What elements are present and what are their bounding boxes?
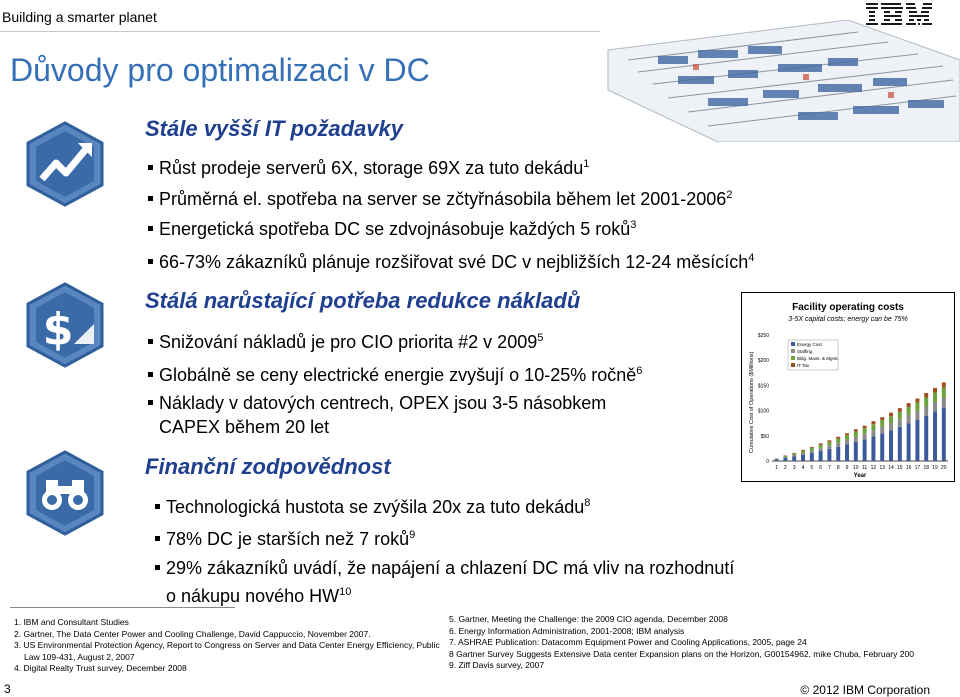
y-tick-label: $50 xyxy=(760,433,769,440)
bar-segment xyxy=(854,432,858,437)
bar-segment xyxy=(845,444,849,461)
footnote: 6. Energy Information Administration, 2001-2008; IBM analysis xyxy=(449,625,685,636)
section-heading-cost-reduction: Stálá narůstající potřeba redukce nákladů xyxy=(145,288,581,313)
x-tick-label: 5 xyxy=(810,465,814,471)
legend-entry: Energy Cost xyxy=(797,342,822,347)
bar-segment xyxy=(863,428,867,434)
trend-up-icon xyxy=(22,121,108,207)
bar-segment xyxy=(898,419,902,427)
bar-segment xyxy=(783,457,787,458)
legend-swatch xyxy=(791,342,795,346)
bar-segment xyxy=(907,403,911,407)
bar-segment xyxy=(880,433,884,461)
bar-segment xyxy=(889,423,893,430)
chart-xlabel: Year xyxy=(853,473,867,479)
bar-segment xyxy=(827,440,831,442)
legend-swatch xyxy=(791,363,795,367)
legend-swatch xyxy=(791,356,795,360)
bar-segment xyxy=(889,416,893,423)
bar-segment xyxy=(775,459,779,461)
bullet-item: Snižování nákladů je pro CIO priorita #2 v 2009$^5$ xyxy=(148,327,543,353)
bar-segment xyxy=(880,420,884,427)
bullet-item: 78% DC je starších než 7 roků$^9$ xyxy=(155,524,415,550)
footnote: 4. Digital Realty Trust survey, December 2008 xyxy=(14,663,187,673)
bar-segment xyxy=(792,453,796,454)
legend-entry: Staffing xyxy=(797,349,813,354)
legend-entry: Bldg. Maint. & Mgmt. xyxy=(797,356,839,361)
bar-segment xyxy=(871,436,875,461)
bar-segment xyxy=(836,439,840,443)
x-tick-label: 11 xyxy=(862,465,868,471)
bullet-item: Růst prodeje serverů 6X, storage 69X za tuto dekádu$^1$ xyxy=(148,153,589,179)
bar-segment xyxy=(783,458,787,461)
x-tick-label: 8 xyxy=(836,465,840,471)
x-tick-label: 19 xyxy=(932,465,938,471)
x-tick-label: 6 xyxy=(819,465,823,471)
bar-segment xyxy=(854,429,858,432)
bar-segment xyxy=(775,459,779,460)
bar-segment xyxy=(924,407,928,416)
dollar-icon xyxy=(22,282,108,368)
bar-segment xyxy=(924,393,928,398)
bar-segment xyxy=(854,442,858,461)
bar-segment xyxy=(907,407,911,415)
footnote: 3. US Environmental Protection Agency, Report to Congress on Server and Data Center Energy Efficiency, Public xyxy=(14,640,440,650)
y-tick-label: $100 xyxy=(757,408,769,415)
footnote-divider xyxy=(10,607,235,608)
x-tick-label: 18 xyxy=(923,465,930,471)
footnote: Law 109-431, August 2, 2007 xyxy=(24,651,135,662)
x-tick-label: 13 xyxy=(879,465,886,471)
bar-segment xyxy=(819,445,823,448)
bar-segment xyxy=(907,415,911,423)
chart-title: Facility operating costs xyxy=(792,302,904,313)
bar-segment xyxy=(924,397,928,406)
bar-segment xyxy=(942,382,946,387)
bar-segment xyxy=(827,445,831,449)
bar-segment xyxy=(889,430,893,461)
y-tick-label: $150 xyxy=(757,383,769,390)
bar-segment xyxy=(942,387,946,397)
x-tick-label: 16 xyxy=(905,465,912,471)
page-title: Důvody pro optimalizaci v DC xyxy=(10,52,430,88)
bar-segment xyxy=(880,417,884,420)
bar-segment xyxy=(810,448,814,451)
bar-segment xyxy=(933,392,937,402)
x-tick-label: 3 xyxy=(792,465,796,471)
bar-segment xyxy=(827,449,831,461)
x-tick-label: 2 xyxy=(784,465,787,471)
bullet-item: Průměrná el. spotřeba na server se zčtyřnásobila během let 2001-2006$^2$ xyxy=(148,184,732,210)
x-tick-label: 4 xyxy=(801,465,805,471)
chart-subtitle: 3-5X capital costs; energy can be 75% xyxy=(788,316,908,323)
x-tick-label: 10 xyxy=(853,465,859,471)
x-tick-label: 12 xyxy=(870,465,877,471)
copyright: © 2012 IBM Corporation xyxy=(800,683,930,697)
bar-segment xyxy=(889,413,893,417)
bar-segment xyxy=(933,402,937,412)
bar-segment xyxy=(836,437,840,439)
bar-segment xyxy=(836,447,840,461)
bullet-item: 29% zákazníků uvádí, že napájení a chlazení DC má vliv na rozhodnutí xyxy=(155,557,734,579)
x-tick-label: 15 xyxy=(897,465,903,471)
footnote: 2. Gartner, The Data Center Power and Cooling Challenge, David Cappuccio, November 2007. xyxy=(14,628,371,639)
section-heading-financial-responsibility: Finanční zodpovědnost xyxy=(145,454,391,479)
footnote: 5. Gartner, Meeting the Challenge: the 2009 CIO agenda, December 2008 xyxy=(449,614,728,624)
header-divider xyxy=(0,31,600,32)
y-tick-label: 0 xyxy=(766,459,769,465)
bar-segment xyxy=(810,447,814,448)
bullet-item: Globálně se ceny electrické energie zvyšují o 10-25% ročně$^6$ xyxy=(148,360,642,386)
header-label: Building a smarter planet xyxy=(2,9,157,25)
bar-segment xyxy=(942,408,946,461)
bar-segment xyxy=(907,423,911,461)
x-tick-label: 7 xyxy=(828,465,831,471)
bullet-item: Náklady v datových centrech, OPEX jsou 3-5 násobkem xyxy=(148,392,606,414)
bar-segment xyxy=(942,397,946,407)
bullet-item-continuation: o nákupu nového HW$^{10}$ xyxy=(166,586,352,606)
footnote: 9. Ziff Davis survey, 2007 xyxy=(449,660,545,670)
y-tick-label: $200 xyxy=(757,358,769,365)
bar-segment xyxy=(845,440,849,445)
bar-segment xyxy=(819,448,823,451)
footnotes-right xyxy=(449,614,914,672)
bullet-item: 66-73% zákazníků plánuje rozšiřovat své DC v nejbližších 12-24 měsících$^4$ xyxy=(148,247,754,273)
bullet-item: Energetická spotřeba DC se zdvojnásobuje každých 5 roků$^3$ xyxy=(148,214,636,240)
footnote: 7. ASHRAE Publication: Datacomm Equipment Power and Cooling Applications, 2005, page 24 xyxy=(449,637,807,647)
datacenter-illustration xyxy=(598,20,960,142)
bar-segment xyxy=(783,456,787,457)
footnote: 1. IBM and Consultant Studies xyxy=(14,617,129,627)
legend-swatch xyxy=(791,349,795,353)
bullet-item: Technologická hustota se zvýšila 20x za tuto dekádu$^8$ xyxy=(155,492,590,518)
bar-segment xyxy=(801,450,805,451)
bar-segment xyxy=(792,456,796,461)
bar-segment xyxy=(792,453,796,455)
svg-text:$: $ xyxy=(42,304,74,355)
bar-segment xyxy=(898,412,902,420)
chart-ylabel: Cumulative Cost of Operations ($Millions) xyxy=(749,351,755,453)
bar-segment xyxy=(863,434,867,440)
bar-segment xyxy=(845,435,849,440)
page-number: 3 xyxy=(4,682,11,696)
bar-segment xyxy=(775,458,779,459)
bar-segment xyxy=(801,455,805,461)
bar-segment xyxy=(863,439,867,461)
bar-segment xyxy=(819,451,823,461)
bar-segment xyxy=(854,437,858,442)
section-heading-it-demands: Stále vyšší IT požadavky xyxy=(145,116,404,141)
bar-segment xyxy=(915,420,919,461)
footnotes-left xyxy=(14,617,440,675)
bar-segment xyxy=(933,412,937,461)
bar-segment xyxy=(783,455,787,456)
bar-segment xyxy=(898,408,902,412)
footnote: 8 Gartner Survey Suggests Extensive Data center Expansion plans on the Horizon, G00154962, mike Chuba, February 200 xyxy=(449,648,914,659)
chart-svg xyxy=(742,293,954,481)
bar-segment xyxy=(898,427,902,461)
bar-segment xyxy=(933,388,937,393)
x-tick-label: 9 xyxy=(845,465,849,471)
y-tick-label: $250 xyxy=(757,333,769,339)
x-tick-label: 20 xyxy=(941,465,947,471)
bar-segment xyxy=(801,451,805,453)
bar-segment xyxy=(836,443,840,447)
x-tick-label: 14 xyxy=(888,465,894,471)
facility-costs-chart xyxy=(741,292,955,482)
bullet-item-continuation: CAPEX během 20 let xyxy=(159,417,330,437)
bar-segment xyxy=(810,453,814,461)
x-tick-label: 1 xyxy=(775,465,779,471)
bar-segment xyxy=(801,453,805,455)
bar-segment xyxy=(827,442,831,446)
bar-segment xyxy=(915,411,919,420)
bar-segment xyxy=(819,443,823,445)
bar-segment xyxy=(915,403,919,412)
bar-segment xyxy=(915,399,919,403)
bar-segment xyxy=(880,427,884,434)
bar-segment xyxy=(871,424,875,430)
bar-segment xyxy=(810,450,814,453)
bar-segment xyxy=(924,416,928,461)
bar-segment xyxy=(792,455,796,457)
x-tick-label: 17 xyxy=(914,465,921,471)
bar-segment xyxy=(871,430,875,436)
binoculars-icon xyxy=(22,450,108,536)
bar-segment xyxy=(845,433,849,435)
bar-segment xyxy=(871,421,875,424)
bar-segment xyxy=(863,426,867,429)
legend-entry: IT Tax xyxy=(797,363,810,368)
